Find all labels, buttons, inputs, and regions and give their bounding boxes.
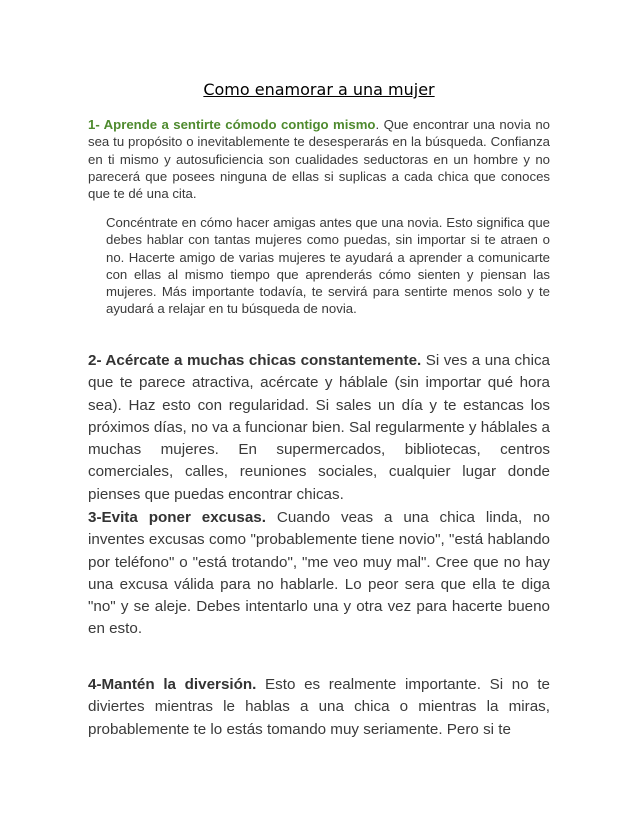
page-title: Como enamorar a una mujer: [203, 80, 435, 99]
section-1-paragraph: [88, 116, 550, 202]
section-2-body: Si ves a una chica que te parece atractiva, acércate y háblale (sin importar qué hora sea). Haz esto con regularidad. Si sales un día y te estancas los próximos días, no va a funcionar bien. Sal regularmente y háblales a muchas mujeres. En supermercados, bibliotecas, centros comerciales, calles, reuniones sociales, cualquier lugar donde pienses que puedas encontrar chicas.: [88, 352, 550, 503]
section-4-body: Esto es realmente importante. Si no te diviertes mientras le hablas a una chica o mientras la miras, probablemente te lo estás tomando muy seriamente. Pero si te: [88, 676, 550, 738]
section-1-heading: 1- Aprende a sentirte cómodo contigo mismo: [88, 117, 376, 132]
section-3-paragraph: [88, 507, 550, 641]
section-2-paragraph: [88, 350, 550, 506]
section-1-heading-punct: .: [375, 117, 380, 132]
section-4-heading: 4-Mantén la diversión.: [88, 676, 257, 693]
section-4-paragraph: [88, 674, 550, 741]
section-3-body: Cuando veas a una chica linda, no inventes excusas como "probablemente tiene novio", "está hablando por teléfono" o "está trotando", "me veo muy mal". Cree que no hay una excusa válida para no hablarle. Lo peor sera que ella te diga "no" y se aleje. Debes intentarlo una y otra vez para hacerte bueno en esto.: [88, 509, 551, 638]
section-1-body: Que encontrar una novia no sea tu propósito o inevitablemente te desesperarás en la búsqueda. Confianza en ti mismo y autosuficiencia son cualidades seductoras en un hombre y no parecerá que posees ninguna de ellas si suplicas a cada chica que conoces que te dé una cita.: [88, 117, 550, 202]
section-2-heading: 2- Acércate a muchas chicas constantemente.: [88, 352, 422, 369]
section-3-heading: 3-Evita poner excusas.: [88, 509, 266, 526]
section-1-sub-paragraph: Concéntrate en cómo hacer amigas antes que una novia. Esto significa que debes hablar con tantas mujeres como puedas, sin importar si te atraen o no. Hacerte amigo de varias mujeres te ayudará a aprender a comunicarte con ellas al mismo tiempo que aprenderás cómo sienten y piensan las mujeres. Más importante todavía, te servirá para sentirte menos solo y te ayudará a relajar en tu búsqueda de novia.: [106, 215, 550, 317]
